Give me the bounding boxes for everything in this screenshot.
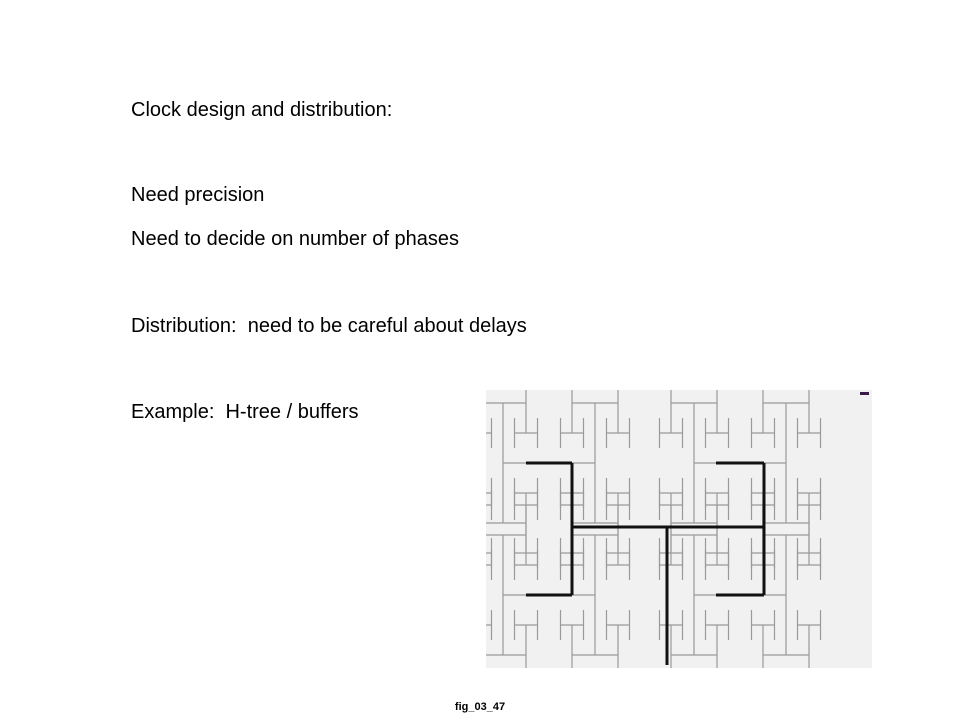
- slide-title: Clock design and distribution:: [131, 99, 393, 121]
- figure-caption: fig_03_47: [454, 701, 506, 713]
- h-tree-icon: [486, 390, 872, 668]
- bullet-distribution: Distribution: need to be careful about delays: [131, 315, 527, 337]
- h-tree-figure: [486, 390, 872, 668]
- bullet-number-of-phases: Need to decide on number of phases: [131, 228, 459, 250]
- bullet-example: Example: H-tree / buffers: [131, 401, 359, 423]
- corner-mark: [860, 392, 869, 395]
- bullet-need-precision: Need precision: [131, 184, 265, 206]
